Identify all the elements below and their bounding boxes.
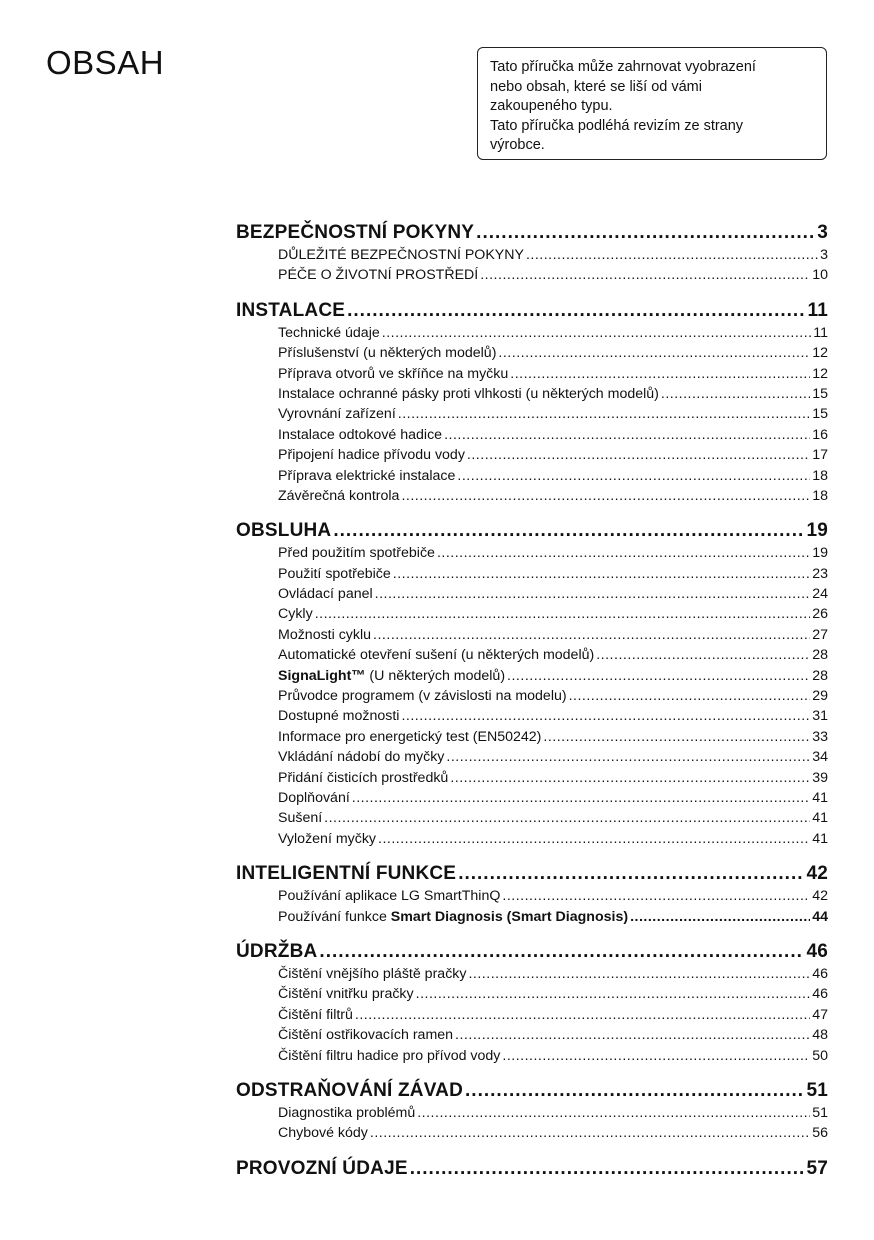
notice-line: zakoupeného typu. [490, 98, 613, 114]
toc-leader [355, 1005, 810, 1025]
toc-page-number: 48 [812, 1027, 828, 1044]
toc-page-number: 26 [812, 606, 828, 623]
toc-entry[interactable] [278, 1123, 828, 1143]
toc-page-number: 18 [812, 487, 828, 504]
toc-section [236, 1156, 828, 1181]
toc-entry[interactable] [278, 245, 828, 265]
toc-leader [450, 768, 810, 788]
toc-section [236, 939, 828, 1066]
toc-leader [507, 666, 810, 686]
toc-entry[interactable] [278, 984, 828, 1004]
toc-section-title: BEZPEČNOSTNÍ POKYNY [236, 222, 475, 243]
toc-section-heading[interactable] [236, 1156, 828, 1181]
toc-page-number: 23 [812, 565, 828, 582]
toc-section [236, 518, 828, 849]
toc-leader [393, 564, 810, 584]
toc-leader [458, 861, 804, 886]
toc-section-title: OBSLUHA [236, 520, 332, 542]
toc-leader [437, 543, 810, 563]
toc-page-number: 47 [812, 1006, 828, 1023]
toc-page-number: 39 [812, 769, 828, 786]
toc-page-number: 15 [812, 406, 828, 423]
toc-entry-label: Používání aplikace LG SmartThinQ [278, 888, 501, 905]
toc-entry[interactable] [278, 727, 828, 747]
toc-page-number: 27 [812, 626, 828, 643]
toc-entry-label: Průvodce programem (v závislosti na modelu) [278, 688, 567, 705]
toc-page-number: 41 [812, 789, 828, 806]
toc-entry[interactable] [278, 486, 828, 506]
toc-leader [543, 727, 810, 747]
toc-page-number: 19 [812, 545, 828, 562]
toc-entry-label: Technické údaje [278, 324, 380, 341]
notice-line: nebo obsah, které se liší od vámi [490, 78, 702, 95]
toc-entry-label: Vyložení myčky [278, 830, 377, 847]
toc-entry-label: Možnosti cyklu [278, 626, 372, 643]
toc-page-number: 3 [820, 247, 828, 263]
toc-page-number: 44 [812, 908, 828, 925]
toc-section [236, 1078, 828, 1144]
toc-entry[interactable] [278, 666, 828, 686]
toc-section-heading[interactable] [236, 861, 828, 886]
toc-entry-label: Vkládání nádobí do myčky [278, 749, 445, 766]
toc-entry[interactable] [278, 445, 828, 465]
toc-page-number: 41 [812, 810, 828, 827]
toc-page-number: 42 [812, 888, 828, 905]
toc-page-number: 19 [806, 520, 828, 542]
toc-section-heading[interactable] [236, 1078, 828, 1103]
toc-entry[interactable] [278, 886, 828, 906]
toc-page-number: 51 [812, 1104, 828, 1121]
toc-leader [476, 220, 815, 245]
toc-page-number: 17 [812, 447, 828, 464]
toc-leader [661, 384, 810, 404]
toc-leader [467, 445, 810, 465]
notice-box [477, 47, 827, 160]
toc-entry-label: Vyrovnání zařízení [278, 406, 396, 423]
toc-page-number: 28 [812, 667, 828, 684]
toc-leader [373, 625, 810, 645]
toc-leader [324, 808, 810, 828]
toc-entry-label: Čištění filtru hadice pro přívod vody [278, 1047, 501, 1064]
toc-leader [410, 1156, 805, 1181]
toc-leader [315, 604, 811, 624]
toc-section-title: ÚDRŽBA [236, 940, 318, 962]
toc-entry[interactable] [278, 425, 828, 445]
toc-entry-label: Doplňování [278, 789, 350, 806]
notice-line: výrobce. [490, 137, 545, 153]
toc-page-number: 11 [807, 299, 828, 321]
toc-page-number: 57 [806, 1157, 828, 1179]
toc-page-number: 51 [806, 1079, 828, 1101]
toc-page-number: 12 [812, 345, 828, 362]
toc-entry-label: Instalace odtokové hadice [278, 426, 443, 443]
toc-entry[interactable] [278, 747, 828, 767]
toc-entry[interactable] [278, 1025, 828, 1045]
toc-entry-label: Dostupné možnosti [278, 708, 400, 725]
toc-page-number: 41 [812, 830, 828, 847]
toc-page-number: 31 [812, 708, 828, 725]
toc-leader [375, 584, 811, 604]
toc-leader [398, 404, 810, 424]
toc-section [236, 861, 828, 927]
toc-leader [502, 886, 810, 906]
toc-leader [444, 425, 810, 445]
toc-entry-label: DŮLEŽITÉ BEZPEČNOSTNÍ POKYNY [278, 247, 524, 263]
toc-entry[interactable] [278, 564, 828, 584]
toc-page-number: 46 [806, 940, 828, 962]
toc-page-number: 15 [812, 385, 828, 402]
toc-entry[interactable] [278, 625, 828, 645]
toc-entry[interactable] [278, 466, 828, 486]
toc-entry-label: Chybové kódy [278, 1125, 368, 1142]
toc-entry[interactable] [278, 1005, 828, 1025]
toc-leader [480, 265, 810, 285]
toc-page-number: 50 [812, 1047, 828, 1064]
toc-entry-label: Čištění filtrů [278, 1006, 353, 1023]
toc-entry-label: Připojení hadice přívodu vody [278, 447, 465, 464]
toc-page-number: 10 [812, 267, 828, 284]
toc-page-number: 42 [806, 863, 828, 885]
toc-entry[interactable] [278, 604, 828, 624]
toc-entry-label: Příprava otvorů ve skříňce na myčku [278, 365, 509, 382]
toc-entry-label: Cykly [278, 606, 313, 623]
toc-page-number: 29 [812, 688, 828, 705]
toc-leader [416, 984, 811, 1004]
toc-leader [401, 706, 810, 726]
toc-leader [457, 466, 810, 486]
toc-entry[interactable] [278, 384, 828, 404]
toc-page-number: 34 [812, 749, 828, 766]
toc-leader [370, 1123, 810, 1143]
toc-entry[interactable] [278, 543, 828, 563]
toc-section-title: ODSTRAŇOVÁNÍ ZÁVAD [236, 1079, 464, 1101]
toc-leader [465, 1078, 804, 1103]
notice-line: Tato příručka podléhá revizím ze strany [490, 117, 744, 134]
toc-section [236, 220, 828, 286]
toc-leader [382, 323, 812, 343]
toc-entry[interactable] [278, 829, 828, 849]
toc-section-heading[interactable] [236, 518, 828, 543]
toc-leader [596, 645, 810, 665]
toc-leader [455, 1025, 810, 1045]
toc-entry-label: Příprava elektrické instalace [278, 467, 456, 484]
page-title: OBSAH [46, 44, 165, 81]
toc-leader [401, 486, 810, 506]
toc-section-title: INTELIGENTNÍ FUNKCE [236, 863, 457, 885]
toc-page-number: 46 [812, 986, 828, 1003]
toc-leader [333, 518, 804, 543]
toc-entry-label: PÉČE O ŽIVOTNÍ PROSTŘEDÍ [278, 267, 479, 284]
toc-page-number: 46 [812, 965, 828, 982]
toc-entry[interactable] [278, 364, 828, 384]
toc-page-number: 56 [812, 1125, 828, 1142]
notice-line: Tato příručka může zahrnovat vyobrazení [490, 59, 756, 75]
toc-entry-label: Diagnostika problémů [278, 1104, 416, 1121]
toc-page-number: 16 [812, 426, 828, 443]
toc-leader [630, 907, 810, 927]
toc-entry-label: Přidání čisticích prostředků [278, 769, 449, 786]
toc-entry-label: Ovládací panel [278, 586, 373, 603]
toc-entry[interactable] [278, 964, 828, 984]
toc-entry-label: SignaLight™ (U některých modelů) [278, 667, 506, 684]
toc-entry[interactable] [278, 404, 828, 424]
toc-page-number: 11 [813, 324, 828, 341]
toc-page-number: 3 [817, 222, 828, 243]
toc-leader [502, 1046, 810, 1066]
toc-section-heading[interactable] [236, 298, 828, 323]
toc-entry-label: Instalace ochranné pásky proti vlhkosti (u některých modelů) [278, 385, 659, 402]
toc-entry[interactable] [278, 584, 828, 604]
toc-entry[interactable] [278, 265, 828, 285]
toc-entry-label: Čištění vnitřku pračky [278, 986, 414, 1003]
toc-page-number: 12 [812, 365, 828, 382]
toc-entry[interactable] [278, 686, 828, 706]
toc-entry-label: Použití spotřebiče [278, 565, 391, 582]
toc-section-heading[interactable] [236, 939, 828, 964]
toc-page-number: 28 [812, 647, 828, 664]
toc-entry-label: Závěrečná kontrola [278, 487, 400, 504]
toc-entry-label: Příslušenství (u některých modelů) [278, 345, 497, 362]
toc-leader [569, 686, 811, 706]
toc-entry[interactable] [278, 1103, 828, 1123]
toc-entry[interactable] [278, 788, 828, 808]
toc-entry-label: Čištění vnějšího pláště pračky [278, 965, 467, 982]
toc-entry-label: Čištění ostřikovacích ramen [278, 1027, 454, 1044]
toc-entry-label: Používání funkce Smart Diagnosis (Smart Diagnosis) [278, 908, 629, 925]
toc-entry-label: Informace pro energetický test (EN50242) [278, 728, 542, 745]
toc-entry[interactable] [278, 907, 828, 927]
toc-section [236, 298, 828, 507]
toc-leader [319, 939, 804, 964]
table-of-contents [236, 220, 828, 1193]
toc-leader [526, 245, 818, 265]
toc-leader [510, 364, 810, 384]
toc-entry[interactable] [278, 808, 828, 828]
toc-entry[interactable] [278, 645, 828, 665]
toc-page-number: 18 [812, 467, 828, 484]
toc-section-title: INSTALACE [236, 299, 346, 321]
toc-leader [347, 298, 805, 323]
toc-entry[interactable] [278, 343, 828, 363]
toc-page-number: 24 [812, 586, 828, 603]
toc-entry[interactable] [278, 706, 828, 726]
toc-leader [498, 343, 810, 363]
toc-leader [468, 964, 810, 984]
toc-leader [352, 788, 810, 808]
toc-section-heading[interactable] [236, 220, 828, 245]
toc-entry[interactable] [278, 323, 828, 343]
toc-entry[interactable] [278, 1046, 828, 1066]
toc-entry[interactable] [278, 768, 828, 788]
toc-page-number: 33 [812, 728, 828, 745]
toc-leader [417, 1103, 810, 1123]
toc-leader [378, 829, 810, 849]
toc-section-title: PROVOZNÍ ÚDAJE [236, 1157, 408, 1179]
toc-entry-label: Před použitím spotřebiče [278, 545, 435, 562]
toc-entry-label: Automatické otevření sušení (u některých modelů) [278, 647, 595, 664]
toc-leader [446, 747, 810, 767]
toc-entry-label: Sušení [278, 810, 323, 827]
